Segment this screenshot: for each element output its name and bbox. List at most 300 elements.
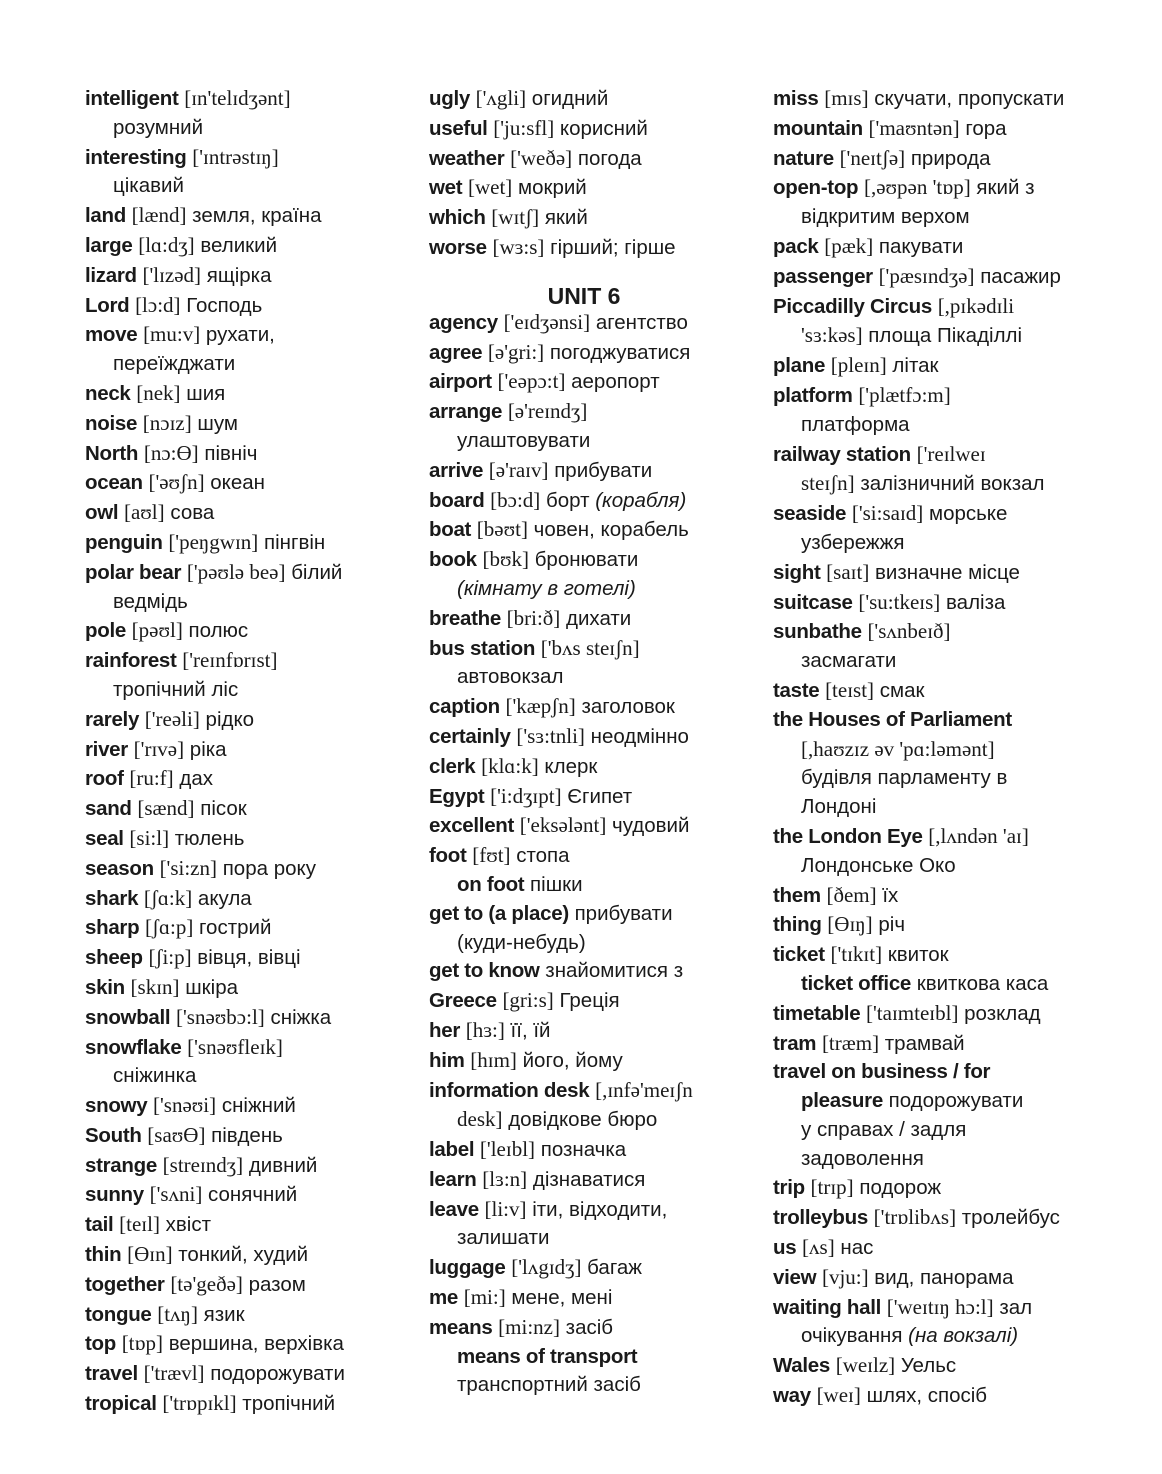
vocab-entry <box>773 262 1118 292</box>
headword: travel <box>85 1362 138 1386</box>
translation: пасажир <box>974 264 1061 288</box>
translation: разом <box>242 1272 306 1296</box>
vocab-entry <box>773 292 1118 322</box>
usage-note: (на вокзалі) <box>908 1324 1019 1348</box>
translation: язик <box>197 1302 245 1326</box>
headword: miss <box>773 87 819 110</box>
transcription: [,lʌndən 'aɪ] <box>928 823 1029 848</box>
headword: snowflake <box>85 1035 182 1059</box>
transcription: [bʊk] <box>482 547 529 572</box>
vocab-entry-continuation <box>773 1116 1118 1145</box>
translation: аеропорт <box>565 370 660 394</box>
headword: which <box>429 206 486 230</box>
transcription: [wet] <box>467 175 513 200</box>
vocab-entry <box>85 1270 430 1300</box>
vocab-entry-continuation <box>429 1343 774 1372</box>
transcription: [streɪndʒ] <box>162 1152 244 1177</box>
headword: seal <box>85 826 124 850</box>
transcription: ['maʊntən] <box>868 115 960 140</box>
translation: очікування <box>801 1324 909 1348</box>
headword: together <box>85 1272 165 1296</box>
translation: рідко <box>199 707 255 731</box>
vocab-entry <box>85 379 430 409</box>
vocab-entry-continuation <box>85 172 430 201</box>
transcription: ['snəʊfleɪk] <box>187 1034 283 1059</box>
headword: Egypt <box>429 784 485 808</box>
transcription: ['sɜ:tnli] <box>516 723 585 748</box>
translation: ящірка <box>201 263 272 287</box>
transcription: [,haʊzɪz əv 'pɑ:ləmənt] <box>801 736 995 761</box>
transcription: ['sʌni] <box>149 1182 203 1207</box>
transcription: [mi:] <box>463 1285 506 1310</box>
translation: їх <box>876 883 899 907</box>
headword: waiting hall <box>773 1295 882 1319</box>
headword: worse <box>429 235 487 259</box>
translation: агентство <box>590 310 688 334</box>
transcription: [Ɵɪŋ] <box>827 912 873 937</box>
transcription: [weɪlz] <box>835 1353 896 1378</box>
vocab-entry <box>773 1029 1118 1059</box>
transcription: ['snəʊi] <box>153 1093 217 1118</box>
headword: platform <box>773 383 853 407</box>
vocab-entry <box>773 440 1118 470</box>
headword: arrange <box>429 400 503 424</box>
vocab-entry <box>773 84 1118 114</box>
vocab-entry <box>773 1351 1118 1381</box>
transcription: [pæk] <box>824 233 874 258</box>
translation: подорожувати <box>204 1362 345 1386</box>
headword: Lord <box>85 293 130 317</box>
transcription: ['eɪdʒənsi] <box>503 309 591 334</box>
headword: sheep <box>85 946 143 970</box>
headword: view <box>773 1265 817 1289</box>
headword: agency <box>429 310 498 334</box>
transcription: [lænd] <box>131 203 187 228</box>
headword: him <box>429 1048 465 1072</box>
translation: заголовок <box>575 695 675 719</box>
headword: timetable <box>773 1001 861 1025</box>
vocab-entry <box>429 1253 774 1283</box>
headword: skin <box>85 975 125 999</box>
translation: погоджуватися <box>544 340 691 364</box>
translation: південь <box>205 1123 283 1147</box>
vocab-entry-continuation <box>429 871 774 900</box>
translation: автовокзал <box>457 665 564 689</box>
transcription: ['eksələnt] <box>519 813 607 838</box>
headword: foot <box>429 844 467 868</box>
translation: засмагати <box>801 649 897 673</box>
translation: вершина, верхівка <box>163 1332 344 1356</box>
transcription: ['snəʊbɔ:l] <box>176 1004 265 1029</box>
translation: сніжка <box>264 1005 332 1029</box>
headword: get to know <box>429 959 540 983</box>
vocab-entry <box>429 1313 774 1343</box>
transcription: [bɔ:d] <box>490 487 541 512</box>
vocab-entry <box>429 397 774 427</box>
vocab-entry <box>85 646 430 676</box>
vocab-entry <box>85 705 430 735</box>
transcription: [si:l] <box>129 825 170 850</box>
translation: (куди-небудь) <box>457 930 586 954</box>
headword: tongue <box>85 1302 152 1326</box>
vocab-entry <box>773 1203 1118 1233</box>
translation: скучати, пропускати <box>868 87 1065 110</box>
transcription: ['leɪbl] <box>479 1137 536 1162</box>
headword: sunny <box>85 1183 144 1207</box>
vocab-entry <box>85 1389 430 1419</box>
translation: будівля парламенту в <box>801 766 1008 790</box>
transcription: steɪʃn] <box>801 471 855 496</box>
headword: me <box>429 1286 459 1310</box>
headword: open-top <box>773 176 859 200</box>
translation: квиток <box>882 943 949 967</box>
transcription: ['si:saɪd] <box>851 501 924 526</box>
translation: літак <box>886 354 939 378</box>
vocab-entry <box>773 499 1118 529</box>
unit-heading: UNIT 6 <box>547 282 621 309</box>
translation: тюлень <box>169 826 245 850</box>
headword: bus station <box>429 636 536 660</box>
translation: рухати, <box>200 323 275 347</box>
transcription: [,əʊpən 'tɒp] <box>863 175 971 200</box>
translation: Лондонське Око <box>801 853 956 877</box>
vocab-entry <box>773 144 1118 174</box>
transcription: ['lʌgɪdʒ] <box>511 1255 582 1280</box>
vocab-entry <box>85 439 430 469</box>
transcription: [mu:v] <box>143 322 201 347</box>
headword: way <box>773 1384 811 1408</box>
vocab-entry <box>85 824 430 854</box>
vocab-entry <box>85 320 430 350</box>
transcription: ['tɪkɪt] <box>830 942 883 967</box>
transcription: ['weɪtɪŋ hɔ:l] <box>886 1294 994 1319</box>
vocab-entry <box>773 999 1118 1029</box>
vocab-entry <box>85 291 430 321</box>
vocab-entry <box>85 913 430 943</box>
vocab-entry-continuation <box>429 427 774 456</box>
transcription: ['sʌnbeɪð] <box>867 619 951 644</box>
headword: ugly <box>429 87 470 110</box>
translation: подорожувати <box>882 1089 1024 1113</box>
translation: шлях, спосіб <box>860 1384 988 1408</box>
headword: the London Eye <box>773 824 923 848</box>
translation: сніжний <box>216 1094 296 1118</box>
vocab-entry-continuation <box>773 321 1118 351</box>
translation: цікавий <box>113 174 184 198</box>
headword: land <box>85 204 126 228</box>
vocab-entry <box>429 1046 774 1076</box>
headword: penguin <box>85 530 163 554</box>
transcription: [ʃɑ:p] <box>145 915 194 940</box>
vocab-entry <box>773 558 1118 588</box>
transcription: ['reɪlweɪ <box>916 441 986 466</box>
translation: стопа <box>510 844 570 868</box>
translation: акула <box>192 886 252 910</box>
translation: ведмідь <box>113 589 188 613</box>
vocab-entry <box>773 1233 1118 1263</box>
usage-note: (корабля) <box>595 488 687 512</box>
translation: квиткова каса <box>911 971 1049 995</box>
translation: визначне місце <box>869 560 1020 584</box>
headword: plane <box>773 354 826 378</box>
vocab-entry <box>773 1263 1118 1293</box>
translation: узбережжя <box>801 530 905 554</box>
translation: пісок <box>194 797 247 821</box>
vocab-entry <box>429 308 774 338</box>
translation: валіза <box>940 590 1006 614</box>
headword: weather <box>429 146 505 170</box>
transcription: ['ɪntrəstɪŋ] <box>192 144 279 169</box>
headword: caption <box>429 695 500 719</box>
transcription: [ɪn'telɪdʒənt] <box>184 86 291 110</box>
translation: задоволення <box>801 1146 924 1170</box>
translation: трамвай <box>879 1031 965 1055</box>
headword: shark <box>85 886 139 910</box>
translation: мокрий <box>512 176 587 200</box>
headword: lizard <box>85 263 137 287</box>
translation: бронювати <box>529 548 639 572</box>
transcription: [ʌs] <box>802 1235 835 1260</box>
transcription: [nɔ:Ɵ] <box>143 440 199 465</box>
transcription: ['peŋgwɪn] <box>168 529 259 554</box>
vocab-entry <box>85 1210 430 1240</box>
vocab-entry <box>773 676 1118 706</box>
vocab-entry <box>429 752 774 782</box>
transcription: [sænd] <box>137 796 195 821</box>
transcription: [wɜ:s] <box>492 234 545 259</box>
transcription: [bəʊt] <box>476 517 528 542</box>
translation: дихати <box>560 606 632 630</box>
headword: trolleybus <box>773 1206 868 1230</box>
vocab-entry <box>85 468 430 498</box>
transcription: ['ʌgli] <box>475 86 527 110</box>
vocab-entry <box>773 881 1118 911</box>
headword: information desk <box>429 1078 590 1102</box>
vocab-entry-continuation <box>773 793 1118 822</box>
transcription: ['reəli] <box>144 706 200 731</box>
headword: means of transport <box>457 1344 638 1368</box>
vocab-entry-continuation <box>429 575 774 604</box>
transcription: ['kæpʃn] <box>505 694 576 719</box>
transcription: [fʊt] <box>472 843 511 868</box>
transcription: [pəʊl] <box>131 618 183 643</box>
vocab-entry <box>429 515 774 545</box>
headword: large <box>85 233 133 257</box>
headword: certainly <box>429 724 511 748</box>
translation: подорож <box>853 1176 942 1200</box>
translation: який з <box>970 176 1035 200</box>
headword: clerk <box>429 754 476 778</box>
translation: гострий <box>193 916 272 940</box>
headword: means <box>429 1315 493 1339</box>
translation: дах <box>173 767 213 791</box>
headword: tail <box>85 1213 114 1237</box>
translation: який <box>539 206 588 230</box>
transcription: [tʌŋ] <box>157 1301 198 1326</box>
vocab-entry <box>773 1058 1118 1087</box>
headword: wet <box>429 176 463 200</box>
transcription: ['trɒlibʌs] <box>873 1205 957 1230</box>
headword: useful <box>429 116 488 140</box>
headword: top <box>85 1332 116 1356</box>
translation: Лондоні <box>801 795 877 819</box>
vocab-entry <box>429 367 774 397</box>
translation: залишати <box>457 1226 550 1250</box>
vocab-entry <box>429 692 774 722</box>
vocab-entry <box>85 735 430 765</box>
translation: борт <box>540 488 596 512</box>
translation: улаштовувати <box>457 428 591 452</box>
vocab-entry-continuation <box>773 647 1118 676</box>
translation: знайомитися з <box>539 959 684 983</box>
translation: корисний <box>554 116 648 140</box>
translation: переїжджати <box>113 352 236 376</box>
vocab-entry <box>85 794 430 824</box>
vocab-entry <box>85 528 430 558</box>
headword: boat <box>429 518 472 542</box>
translation: сова <box>164 501 215 525</box>
translation: площа Пікаділлі <box>862 324 1023 348</box>
vocab-entry-continuation <box>429 1371 774 1400</box>
translation: північ <box>198 441 258 465</box>
translation: багаж <box>581 1256 642 1280</box>
transcription: [ru:f] <box>129 766 174 791</box>
vocab-entry <box>773 351 1118 381</box>
vocab-entry <box>773 910 1118 940</box>
transcription: ['pəʊlə beə] <box>186 559 286 584</box>
translation: шкіра <box>179 975 238 999</box>
transcription: desk] <box>457 1107 503 1132</box>
vocab-entry <box>773 1173 1118 1203</box>
transcription: [ə'reɪndʒ] <box>507 399 588 424</box>
transcription: ['trɒpɪkl] <box>162 1391 237 1416</box>
translation: земля, країна <box>186 204 322 228</box>
headword: rainforest <box>85 649 177 673</box>
headword: snowball <box>85 1005 171 1029</box>
headword: get to (a place) <box>429 901 569 925</box>
translation: Господь <box>180 293 263 317</box>
translation: океан <box>204 471 265 495</box>
translation: великий <box>194 233 278 257</box>
vocab-entry <box>429 1076 774 1106</box>
translation: сонячний <box>202 1183 298 1207</box>
headword: the Houses of Parliament <box>773 707 1012 731</box>
vocab-entry-continuation <box>773 1322 1118 1351</box>
transcription: [ʃi:p] <box>148 945 192 970</box>
vocab-entry <box>85 884 430 914</box>
translation: зал <box>993 1295 1033 1319</box>
transcription: ['i:dʒɪpt] <box>490 783 562 808</box>
vocab-entry <box>85 764 430 794</box>
vocab-entry <box>429 173 774 203</box>
translation: тролейбус <box>956 1206 1060 1230</box>
headword: thin <box>85 1243 122 1267</box>
headword: tropical <box>85 1392 157 1416</box>
vocab-entry <box>429 957 774 986</box>
transcription: ['weðə] <box>510 145 573 170</box>
transcription: ['ju:sfl] <box>493 115 555 140</box>
headword: ticket office <box>801 971 912 995</box>
translation: дізнаватися <box>527 1167 646 1191</box>
translation: розумний <box>113 115 204 139</box>
vocab-entry <box>85 231 430 261</box>
vocab-entry <box>85 84 430 114</box>
vocab-entry <box>429 545 774 575</box>
vocab-entry-continuation <box>773 852 1118 881</box>
vocab-entry <box>85 261 430 291</box>
transcription: [mi:nz] <box>498 1314 560 1339</box>
headword: intelligent <box>85 87 179 110</box>
headword: arrive <box>429 458 484 482</box>
transcription: [nɔɪz] <box>142 410 192 435</box>
transcription: [vju:] <box>821 1264 869 1289</box>
vocabulary-column-1 <box>85 84 430 1419</box>
headword: pleasure <box>801 1089 883 1113</box>
translation: позначка <box>535 1138 627 1162</box>
headword: mountain <box>773 116 863 140</box>
vocab-entry <box>429 144 774 174</box>
vocab-entry <box>429 604 774 634</box>
headword: thing <box>773 913 822 937</box>
headword: them <box>773 883 821 907</box>
vocab-entry <box>773 706 1118 735</box>
vocab-entry <box>429 84 774 114</box>
headword: roof <box>85 767 124 791</box>
headword: rarely <box>85 707 140 731</box>
vocab-entry <box>85 1329 430 1359</box>
vocab-entry-continuation <box>773 469 1118 499</box>
translation: морське <box>923 502 1008 526</box>
vocab-entry <box>429 986 774 1016</box>
vocab-entry-continuation <box>773 735 1118 765</box>
vocab-entry <box>85 973 430 1003</box>
headword: Greece <box>429 989 497 1013</box>
translation: огидний <box>526 87 609 110</box>
headword: polar bear <box>85 560 182 584</box>
vocabulary-column-3 <box>773 84 1118 1411</box>
headword: her <box>429 1018 461 1042</box>
headword: interesting <box>85 145 187 169</box>
vocab-entry-continuation <box>773 1087 1118 1116</box>
transcription: [,ɪnfə'meɪʃn <box>595 1077 693 1102</box>
vocab-entry <box>429 1016 774 1046</box>
transcription: ['taɪmteɪbl] <box>866 1000 959 1025</box>
headword: owl <box>85 501 119 525</box>
translation: у справах / задля <box>801 1117 967 1141</box>
vocab-entry <box>85 854 430 884</box>
translation: розклад <box>958 1001 1041 1025</box>
headword: taste <box>773 678 820 702</box>
headword: leave <box>429 1197 479 1221</box>
headword: suitcase <box>773 590 853 614</box>
translation: мене, мені <box>505 1286 613 1310</box>
transcription: ['plætfɔ:m] <box>858 382 951 407</box>
transcription: 'sɜ:kəs] <box>801 323 863 348</box>
transcription: [lɔ:d] <box>135 292 181 317</box>
usage-note: (кімнату в готелі) <box>457 576 636 600</box>
vocab-entry <box>429 722 774 752</box>
vocab-entry <box>85 1121 430 1151</box>
vocab-entry <box>85 201 430 231</box>
vocab-entry <box>773 232 1118 262</box>
translation: гірший; гірше <box>544 235 676 259</box>
vocab-entry <box>773 1381 1118 1411</box>
headword: pack <box>773 234 819 258</box>
transcription: [li:v] <box>484 1196 527 1221</box>
vocab-entry-continuation <box>773 203 1118 232</box>
translation: клерк <box>538 754 598 778</box>
transcription: [teɪst] <box>825 677 875 702</box>
